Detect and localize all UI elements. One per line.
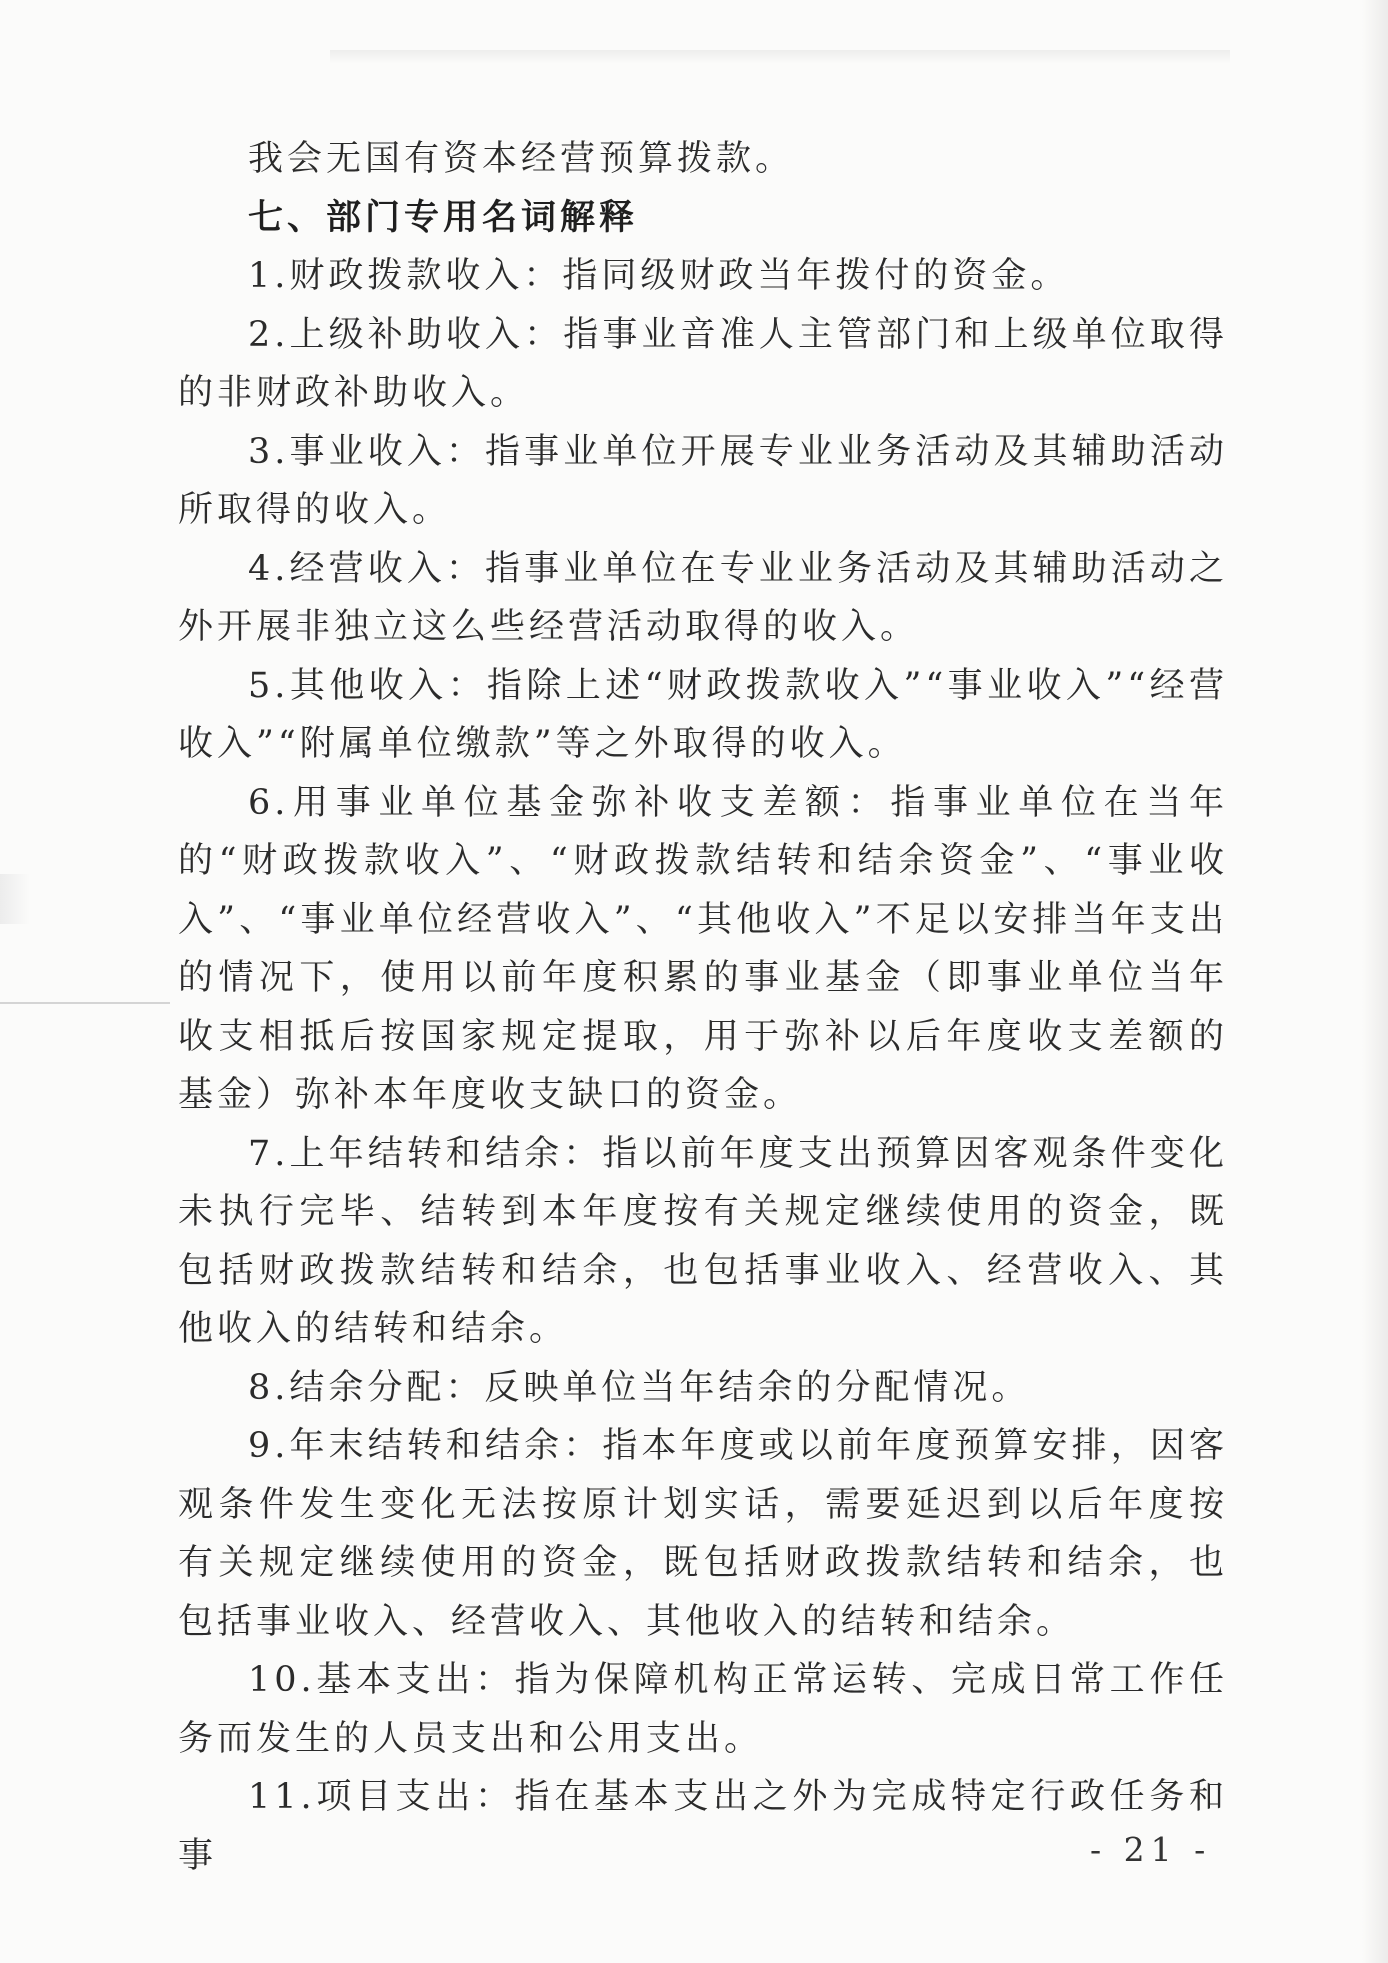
page-edge-shadow [1362,0,1388,1963]
paragraph-term-9: 9.年末结转和结余：指本年度或以前年度预算安排，因客观条件发生变化无法按原计划实话，需要延迟到以后年度按有关规定继续使用的资金，既包括财政拨款结转和结余，也包括事业收入、经营收入、其他收入的结转和结余。 [178,1426,1228,1642]
document-body [178,130,1228,1885]
paragraph-term-3: 3.事业收入：指事业单位开展专业业务活动及其辅助活动所取得的收入。 [178,431,1228,530]
paragraph-term-2: 2.上级补助收入：指事业音准人主管部门和上级单位取得的非财政补助收入。 [178,314,1228,413]
paragraph-intro: 我会无国有资本经营预算拨款。 [248,139,795,179]
paragraph-term-7: 7.上年结转和结余：指以前年度支出预算因客观条件变化未执行完毕、结转到本年度按有关规定继续使用的资金，既包括财政拨款结转和结余，也包括事业收入、经营收入、其他收入的结转和结余。 [178,1133,1228,1349]
paragraph-term-10: 10.基本支出：指为保障机构正常运转、完成日常工作任务而发生的人员支出和公用支出。 [178,1660,1228,1759]
paragraph-term-5: 5.其他收入：指除上述“财政拨款收入”“事业收入”“经营收入”“附属单位缴款”等之外取得的收入。 [178,665,1228,764]
paragraph-term-11: 11.项目支出：指在基本支出之外为完成特定行政任务和事 [178,1777,1228,1876]
paragraph-term-4: 4.经营收入：指事业单位在专业业务活动及其辅助活动之外开展非独立这么些经营活动取得的收入。 [178,548,1228,647]
scan-side-line [0,1002,170,1004]
paragraph-term-1: 1.财政拨款收入：指同级财政当年拨付的资金。 [248,256,1070,296]
scan-header-shadow [330,50,1230,64]
page-number: - 21 - [1090,1830,1212,1869]
paragraph-term-8: 8.结余分配：反映单位当年结余的分配情况。 [248,1367,1031,1408]
paragraph-term-6: 6.用事业单位基金弥补收支差额：指事业单位在当年的“财政拨款收入”、“财政拨款结转和结余资金”、“事业收入”、“事业单位经营收入”、“其他收入”不足以安排当年支出的情况下，使用以前年度积累的事业基金（即事业单位当年收支相抵后按国家规定提取，用于弥补以后年度收支差额的基金）弥补本年度收支缺口的资金。 [178,782,1228,1115]
scan-side-smudge [0,874,30,924]
section-heading: 七、部门专用名词解释 [248,197,639,238]
